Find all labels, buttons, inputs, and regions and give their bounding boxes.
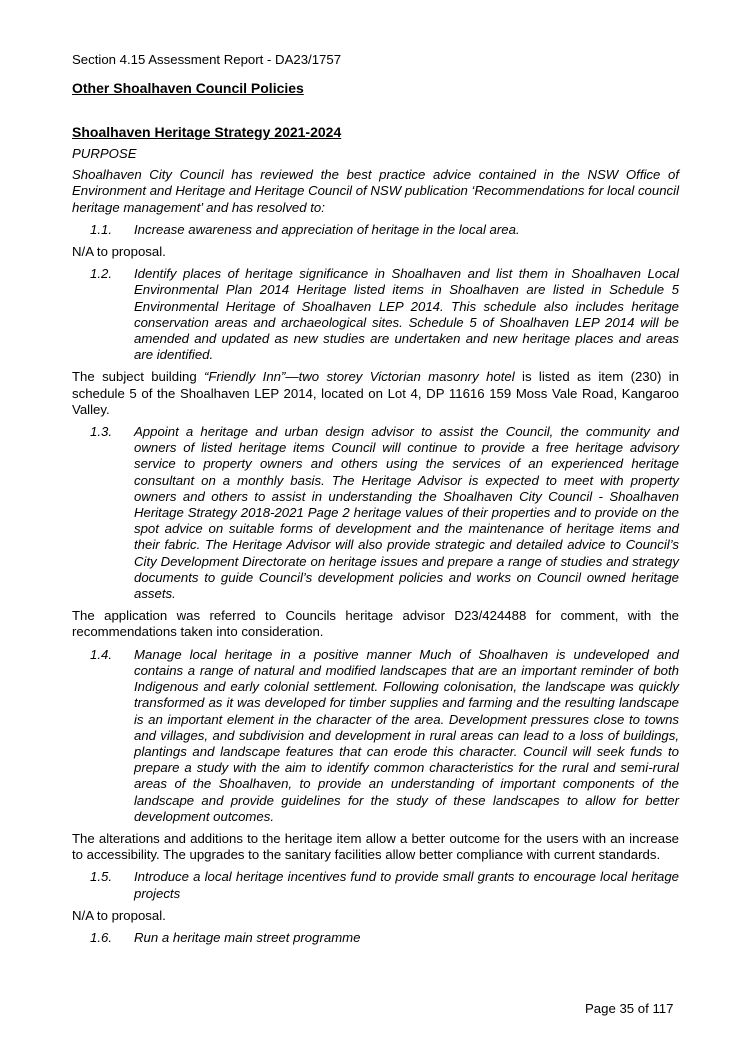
item-number: 1.4. (90, 646, 112, 662)
subject-building-name: “Friendly Inn”—two storey Victorian masonry hotel (204, 369, 515, 385)
subject-building-rest: is listed as item (230) in schedule 5 of the Shoalhaven LEP 2014, located on Lot 4, DP 11616 159 Moss Vale Road, Kangaroo Valley. (72, 369, 679, 417)
list-item (72, 222, 679, 238)
item-text: Increase awareness and appreciation of heritage in the local area. (134, 221, 520, 237)
item-text: Identify places of heritage significance in Shoalhaven and list them in Shoalhaven Local Environmental Plan 2014 Heritage listed items in Shoalhaven are listed in Schedule 5 Environmental Heritage of Shoalhaven LEP 2014. This schedule also includes heritage conservation areas and archaeological sites. Schedule 5 of Shoalhaven LEP 2014 will be amended and updated as new studies are undertaken and new heritage places and areas are identified. (134, 266, 679, 363)
subject-building-lead: The subject building (72, 369, 205, 385)
subject-building-paragraph (72, 369, 679, 418)
item-text: Run a heritage main street programme (134, 929, 361, 945)
referral-paragraph: The application was referred to Councils heritage advisor D23/424488 for comment, with the recommendations taken into consideration. (72, 608, 679, 640)
report-header: Section 4.15 Assessment Report - DA23/1757 (72, 52, 342, 67)
purpose-label: PURPOSE (72, 146, 137, 161)
intro-paragraph: Shoalhaven City Council has reviewed the best practice advice contained in the NSW Office of Environment and Heritage and Heritage Council of NSW publication ‘Recommendations for local council heritage management’ and has resolved to: (72, 167, 679, 215)
na-note: N/A to proposal. (72, 244, 166, 260)
list-item (72, 869, 679, 901)
page-number: Page 35 of 117 (585, 1001, 674, 1016)
item-number: 1.5. (90, 869, 112, 885)
document-page (72, 52, 679, 952)
list-item (72, 930, 679, 946)
list-item (72, 266, 679, 363)
item-number: 1.2. (90, 266, 112, 282)
alterations-paragraph: The alterations and additions to the heritage item allow a better outcome for the users with an increase to accessibility. The upgrades to the sanitary facilities allow better compliance with current standards. (72, 830, 679, 863)
na-note: N/A to proposal. (72, 907, 166, 923)
item-text: Appoint a heritage and urban design advisor to assist the Council, the community and owners of listed heritage items Council will continue to provide a free heritage advisory service to property owners and others using the services of an experienced heritage consultant on a monthly basis. The Heritage Advisor is expected to meet with property owners and others to assist in understanding the Shoalhaven City Council - Shoalhaven Heritage Strategy 2018-2021 Page 2 heritage values of their properties and to provide on the spot advice on suitable forms of development and the maintenance of heritage items and their fabric. The Heritage Advisor will also provide strategic and detailed advice to Council’s City Development Directorate on heritage issues and prepare a range of studies and strategy documents to guide Council’s development policies and works on Council owned heritage assets. (134, 424, 679, 602)
list-item (72, 424, 679, 602)
item-number: 1.6. (90, 929, 112, 945)
item-text: Introduce a local heritage incentives fund to provide small grants to encourage local heritage projects (134, 869, 679, 901)
item-number: 1.3. (90, 424, 112, 440)
item-number: 1.1. (90, 221, 112, 237)
subsection-title: Shoalhaven Heritage Strategy 2021-2024 (72, 124, 342, 140)
item-text: Manage local heritage in a positive manner Much of Shoalhaven is undeveloped and contains a range of natural and modified landscapes that are an important reminder of both Indigenous and early colonial settlement. Following colonisation, the landscape was quickly transformed as it was developed for timber supplies and farming and the resulting landscape is an important element in the character of the area. Development pressures close to towns and villages, and subdivision and development in rural areas can lead to a loss of buildings, plantings and landscape features that can erode this character. Council will seek funds to prepare a study with the aim to identify common characteristics for the rural and semi-rural areas of the Shoalhaven, to provide an understanding of important components of the landscape and provide guidelines for the study of these landscapes to allow for better development outcomes. (134, 646, 679, 824)
list-item (72, 647, 679, 825)
section-title: Other Shoalhaven Council Policies (72, 80, 304, 96)
